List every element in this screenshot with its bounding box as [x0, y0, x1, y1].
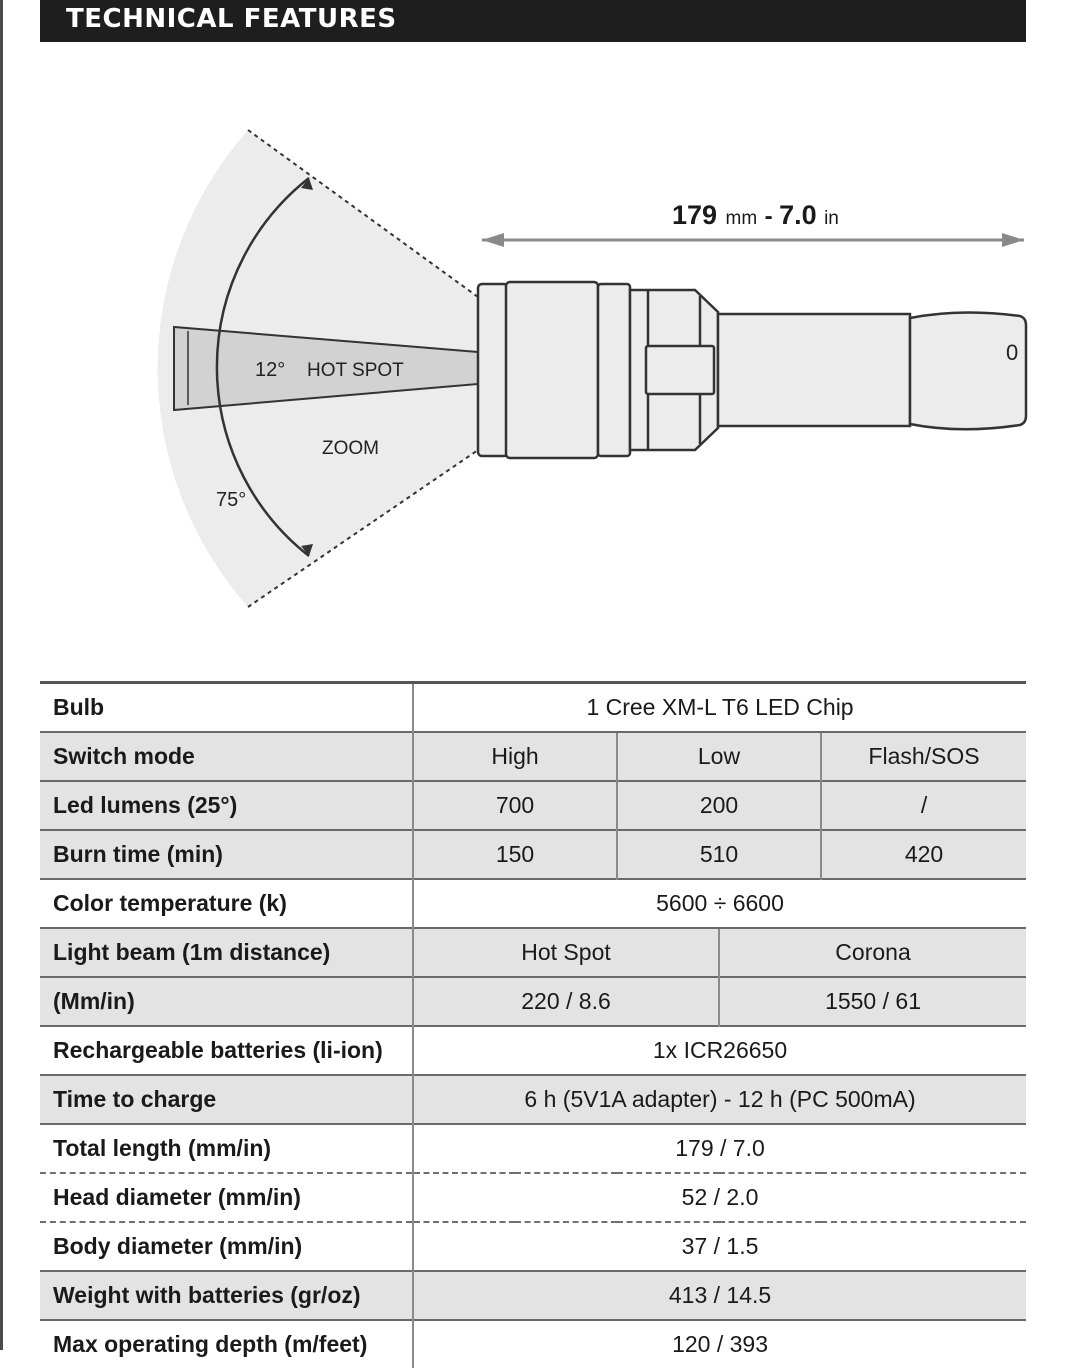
table-row-color-temperature [40, 879, 1026, 928]
spec-label: (Mm/in) [40, 977, 413, 1026]
table-row-burn-time [40, 830, 1026, 879]
length-in-unit: in [824, 208, 839, 229]
hot-spot-label: HOT SPOT [307, 360, 404, 381]
spec-value: 37 / 1.5 [413, 1222, 1026, 1271]
spec-value: 5600 ÷ 6600 [413, 879, 1026, 928]
length-in-value: 7.0 [779, 200, 817, 230]
table-row-total-length [40, 1124, 1026, 1173]
spec-value-flash: / [821, 781, 1026, 830]
spec-label: Max operating depth (m/feet) [40, 1320, 413, 1368]
spec-value-flash: Flash/SOS [821, 732, 1026, 781]
length-mm-unit: mm [725, 208, 758, 229]
spec-label: Time to charge [40, 1075, 413, 1124]
hot-spot-angle-label: 12° [255, 359, 286, 381]
table-row-head-diameter [40, 1173, 1026, 1222]
spec-value: 52 / 2.0 [413, 1173, 1026, 1222]
spec-label: Light beam (1m distance) [40, 928, 413, 977]
table-row-body-diameter [40, 1222, 1026, 1271]
spec-label: Bulb [40, 683, 413, 733]
spec-value: 413 / 14.5 [413, 1271, 1026, 1320]
spec-label: Led lumens (25°) [40, 781, 413, 830]
spec-label: Switch mode [40, 732, 413, 781]
zoom-angle-label: 75° [216, 489, 247, 511]
section-header [40, 0, 1026, 42]
flashlight-head [506, 282, 598, 458]
flashlight-clip [646, 346, 714, 394]
spec-value-hot-spot: Hot Spot [413, 928, 719, 977]
flashlight-diagram [0, 42, 1071, 672]
spec-value: 120 / 393 [413, 1320, 1026, 1368]
spec-label: Weight with batteries (gr/oz) [40, 1271, 413, 1320]
table-row-weight [40, 1271, 1026, 1320]
table-row-beam-units [40, 977, 1026, 1026]
flashlight-tail-cap [910, 312, 1026, 429]
table-row-max-depth [40, 1320, 1026, 1368]
spec-value: 1x ICR26650 [413, 1026, 1026, 1075]
spec-value-high: 700 [413, 781, 617, 830]
length-separator: - [764, 203, 773, 230]
spec-label: Burn time (min) [40, 830, 413, 879]
spec-label: Color temperature (k) [40, 879, 413, 928]
spec-value-low: 510 [617, 830, 821, 879]
table-row-batteries [40, 1026, 1026, 1075]
length-dimension-label [672, 200, 839, 230]
flashlight-outline [478, 282, 1026, 458]
spec-value-low: 200 [617, 781, 821, 830]
flashlight-body-tube [718, 314, 910, 426]
spec-label: Body diameter (mm/in) [40, 1222, 413, 1271]
flashlight-lens-cap [478, 284, 508, 456]
table-row-charge-time [40, 1075, 1026, 1124]
table-row-light-beam [40, 928, 1026, 977]
table-row-switch-mode [40, 732, 1026, 781]
spec-label: Total length (mm/in) [40, 1124, 413, 1173]
spec-value-hot-spot: 220 / 8.6 [413, 977, 719, 1026]
specifications-table [40, 681, 1026, 1368]
spec-value-corona: 1550 / 61 [719, 977, 1026, 1026]
table-row-led-lumens [40, 781, 1026, 830]
spec-label: Head diameter (mm/in) [40, 1173, 413, 1222]
spec-value-corona: Corona [719, 928, 1026, 977]
spec-value: 6 h (5V1A adapter) - 12 h (PC 500mA) [413, 1075, 1026, 1124]
spec-label: Rechargeable batteries (li-ion) [40, 1026, 413, 1075]
spec-value-low: Low [617, 732, 821, 781]
table-row-bulb [40, 683, 1026, 733]
spec-value: 179 / 7.0 [413, 1124, 1026, 1173]
length-mm-value: 179 [672, 200, 718, 230]
section-title: TECHNICAL FEATURES [66, 4, 397, 34]
spec-value: 1 Cree XM-L T6 LED Chip [413, 683, 1026, 733]
zoom-label: ZOOM [322, 438, 379, 459]
spec-value-flash: 420 [821, 830, 1026, 879]
switch-symbol: 0 [1006, 340, 1019, 365]
spec-value-high: High [413, 732, 617, 781]
spec-value-high: 150 [413, 830, 617, 879]
flashlight-head-ring [598, 284, 630, 456]
